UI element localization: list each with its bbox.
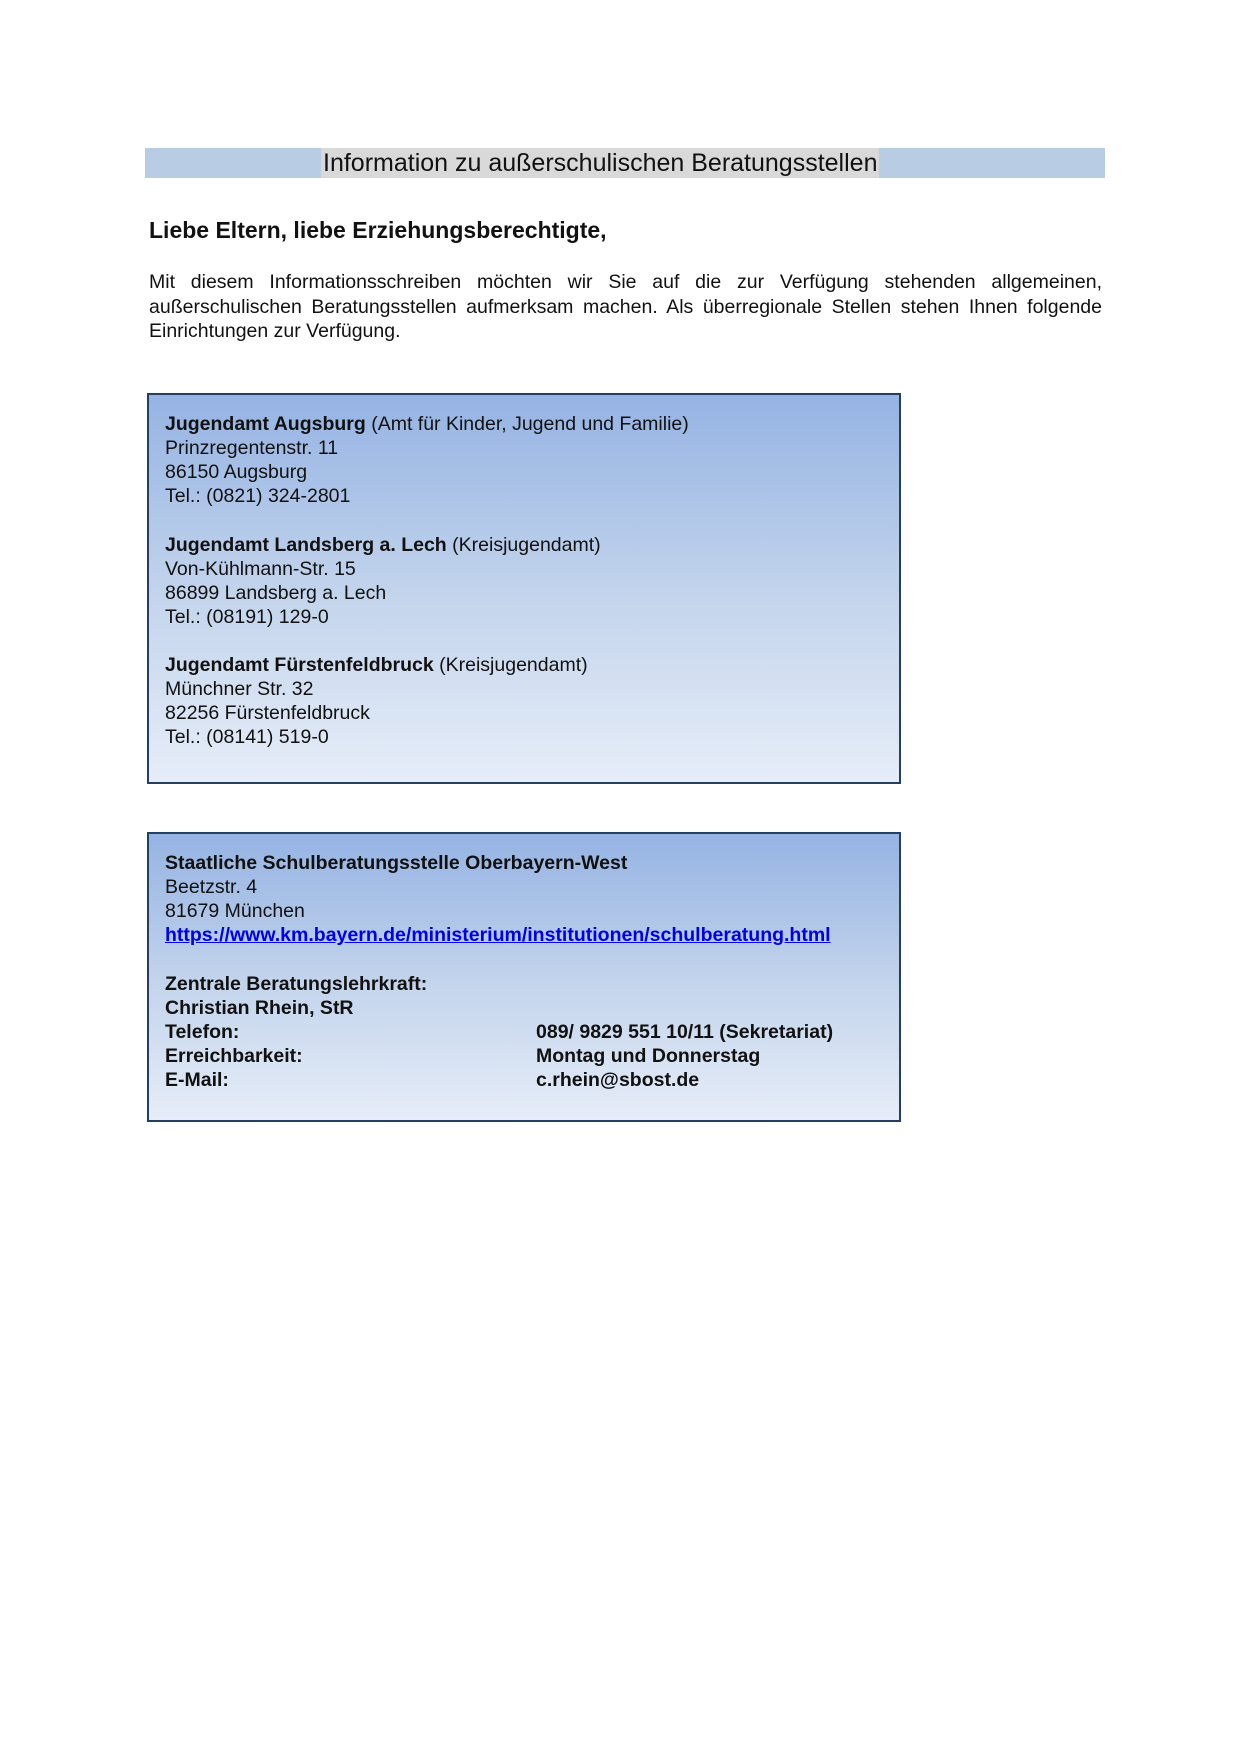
office-entry-augsburg <box>165 412 689 508</box>
office-name: Jugendamt Landsberg a. Lech <box>165 534 447 556</box>
availability-value: Montag und Donnerstag <box>536 1045 761 1067</box>
office-street: Prinzregentenstr. 11 <box>165 437 339 459</box>
contact-person <box>165 972 427 1020</box>
office-city: 86150 Augsburg <box>165 461 308 483</box>
office-note: (Kreisjugendamt) <box>433 654 588 676</box>
office-phone: Tel.: (08191) 129-0 <box>165 606 329 628</box>
office-heading <box>165 412 689 436</box>
school-counseling-street: Beetzstr. 4 <box>165 876 258 898</box>
office-entry-fuerstenfeldbruck <box>165 653 588 749</box>
office-street: Münchner Str. 32 <box>165 678 314 700</box>
office-note: (Kreisjugendamt) <box>446 534 601 556</box>
youth-office-box <box>147 393 901 784</box>
contact-name: Christian Rhein, StR <box>165 997 354 1019</box>
office-city: 86899 Landsberg a. Lech <box>165 582 387 604</box>
availability-label: Erreichbarkeit: <box>165 1045 303 1067</box>
office-phone: Tel.: (08141) 519-0 <box>165 726 329 748</box>
office-street: Von-Kühlmann-Str. 15 <box>165 558 356 580</box>
school-counseling-city: 81679 München <box>165 900 305 922</box>
school-counseling-address <box>165 851 831 947</box>
office-entry-landsberg <box>165 533 601 629</box>
office-name: Jugendamt Augsburg <box>165 413 366 435</box>
school-counseling-link[interactable]: https://www.km.bayern.de/ministerium/institutionen/schulberatung.html <box>165 924 831 946</box>
office-note: (Amt für Kinder, Jugend und Familie) <box>365 413 689 435</box>
office-heading <box>165 653 588 677</box>
office-city: 82256 Fürstenfeldbruck <box>165 702 370 724</box>
email-label: E-Mail: <box>165 1069 229 1091</box>
page-title: Information zu außerschulischen Beratungsstellen <box>323 149 878 177</box>
salutation: Liebe Eltern, liebe Erziehungsberechtigte, <box>149 217 607 243</box>
school-counseling-box <box>147 832 901 1122</box>
email-value: c.rhein@sbost.de <box>536 1069 700 1091</box>
intro-paragraph: Mit diesem Informationsschreiben möchten wir Sie auf die zur Verfügung stehenden allgemeinen, außerschulischen Beratungsstellen aufmerksam machen. Als überregionale Stellen stehen Ihnen folgende Einrichtungen zur Verfügung. <box>149 271 1102 342</box>
phone-value: 089/ 9829 551 10/11 (Sekretariat) <box>536 1021 834 1043</box>
office-heading <box>165 533 601 557</box>
office-phone: Tel.: (0821) 324-2801 <box>165 485 351 507</box>
phone-label: Telefon: <box>165 1021 240 1043</box>
contact-heading: Zentrale Beratungslehrkraft: <box>165 973 428 995</box>
school-counseling-name: Staatliche Schulberatungsstelle Oberbayern-West <box>165 852 628 874</box>
office-name: Jugendamt Fürstenfeldbruck <box>165 654 434 676</box>
